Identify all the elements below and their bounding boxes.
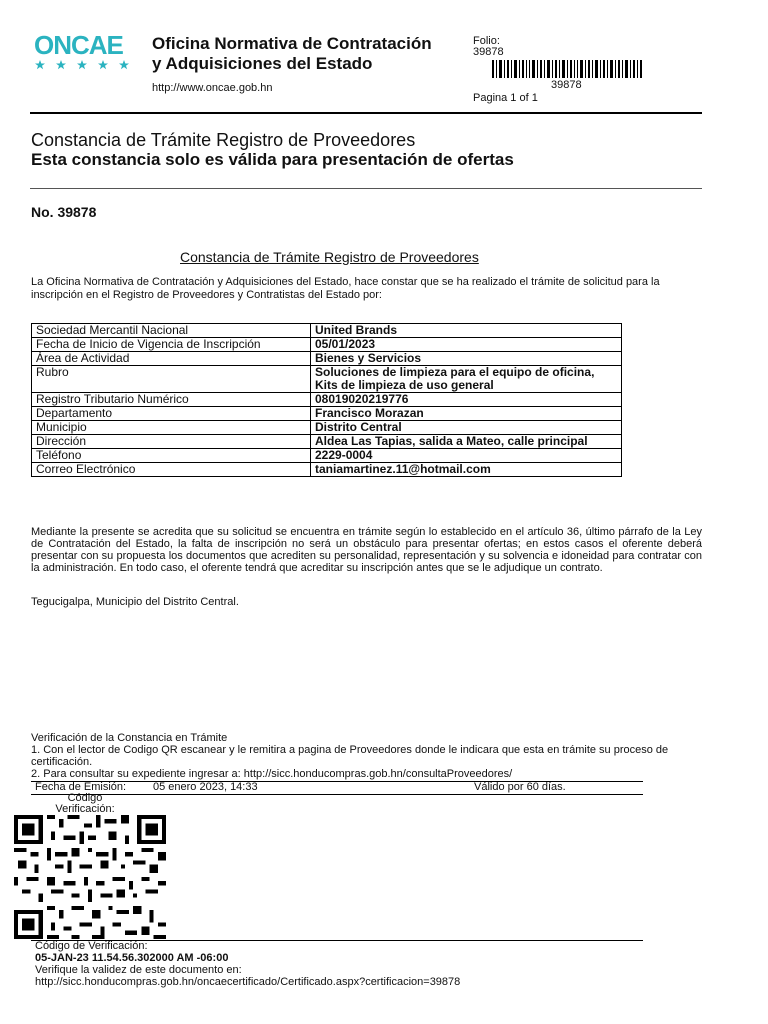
row-label: Dirección: [32, 435, 311, 449]
verification-url[interactable]: http://sicc.honducompras.gob.hn/oncaecertificado/Certificado.aspx?certificacion=39878: [35, 976, 461, 988]
org-name: [152, 34, 432, 74]
validity-text: Válido por 60 días.: [474, 781, 566, 793]
verification-step-2[interactable]: 2. Para consultar su expediente ingresar a: http://sicc.honducompras.gob.hn/consultaProveedores/: [31, 768, 513, 780]
row-value: Francisco Morazan: [311, 407, 622, 421]
row-label: Teléfono: [32, 449, 311, 463]
verification-step-1: 1. Con el lector de Codigo QR escanear y le remitira a pagina de Proveedores donde le indicara que esta en trámite su proceso de certificación.: [31, 744, 669, 768]
document-number: No. 39878: [31, 204, 97, 220]
verification-code-value: 05-JAN-23 11.54.56.302000 AM -06:00: [35, 952, 229, 964]
row-value: United Brands: [311, 324, 622, 338]
org-name-line2: y Adquisiciones del Estado: [152, 54, 373, 73]
table-row: [32, 449, 622, 463]
qr-caption: Código Verificación:: [55, 792, 115, 815]
table-row: [32, 421, 622, 435]
row-label: Área de Actividad: [32, 352, 311, 366]
title-divider: [30, 188, 702, 189]
verification-note: Verifique la validez de este documento en:: [35, 964, 242, 976]
document-subtitle: Esta constancia solo es válida para presentación de ofertas: [31, 150, 514, 169]
row-value: Aldea Las Tapias, salida a Mateo, calle principal: [311, 435, 622, 449]
row-label: Sociedad Mercantil Nacional: [32, 324, 311, 338]
row-label: Departamento: [32, 407, 311, 421]
table-row: [32, 463, 622, 477]
table-row: [32, 407, 622, 421]
table-row: [32, 352, 622, 366]
folio-number: 39878: [473, 46, 504, 58]
row-label: Correo Electrónico: [32, 463, 311, 477]
table-row: [32, 366, 622, 393]
document-title: Constancia de Trámite Registro de Proveedores: [31, 130, 416, 150]
verification-divider-2: [31, 794, 643, 795]
logo-text: ONCAE: [34, 32, 123, 60]
row-value: Bienes y Servicios: [311, 352, 622, 366]
row-label: Fecha de Inicio de Vigencia de Inscripción: [32, 338, 311, 352]
verification-title: Verificación de la Constancia en Trámite: [31, 732, 228, 744]
supplier-info-body: [32, 324, 622, 477]
row-value: Distrito Central: [311, 421, 622, 435]
place-line: Tegucigalpa, Municipio del Distrito Central.: [31, 596, 239, 608]
row-value: Soluciones de limpieza para el equipo de oficina, Kits de limpieza de uso general: [311, 366, 622, 393]
barcode-number: 39878: [551, 79, 582, 91]
table-row: [32, 338, 622, 352]
issue-date-value: 05 enero 2023, 14:33: [153, 781, 258, 793]
org-url[interactable]: http://www.oncae.gob.hn: [152, 82, 273, 94]
folio-label: Folio:: [473, 35, 500, 47]
org-name-line1: Oficina Normativa de Contratación: [152, 34, 432, 53]
row-label: Municipio: [32, 421, 311, 435]
table-row: [32, 393, 622, 407]
issue-date-label: Fecha de Emisión:: [35, 781, 127, 793]
section-title: Constancia de Trámite Registro de Proveedores: [180, 249, 479, 265]
verification-code-label: Código de Verificación:: [35, 940, 148, 952]
row-label: Rubro: [32, 366, 311, 393]
row-value: 08019020219776: [311, 393, 622, 407]
oncae-logo: [34, 32, 138, 72]
table-row: [32, 435, 622, 449]
intro-paragraph: La Oficina Normativa de Contratación y Adquisiciones del Estado, hace constar que se ha realizado el trámite de solicitud para la inscripción en el Registro de Proveedores y Contratistas del Estado por:: [31, 276, 660, 301]
legal-paragraph: Mediante la presente se acredita que su solicitud se encuentra en trámite según lo establecido en el artículo 36, último párrafo de la Ley de Contratación del Estado, la falta de inscripción no será un obstáculo para presentar ofertas; en estos casos el oferente deberá presentar con su propuesta los documentos que acrediten su personalidad, representación y su solvencia e idoneidad para contratar con la administración. En todo caso, el oferente tendrá que acreditar su inscripción antes que se le adjudique un contrato.: [31, 526, 702, 574]
row-value: 2229-0004: [311, 449, 622, 463]
barcode: [492, 60, 642, 78]
header-divider: [30, 112, 702, 114]
row-label: Registro Tributario Numérico: [32, 393, 311, 407]
row-value: taniamartinez.11@hotmail.com: [311, 463, 622, 477]
supplier-info-table: [31, 323, 622, 477]
qr-code[interactable]: [14, 815, 166, 939]
page-indicator: Pagina 1 of 1: [473, 92, 538, 104]
row-value: 05/01/2023: [311, 338, 622, 352]
logo-stars: [35, 60, 129, 69]
table-row: [32, 324, 622, 338]
